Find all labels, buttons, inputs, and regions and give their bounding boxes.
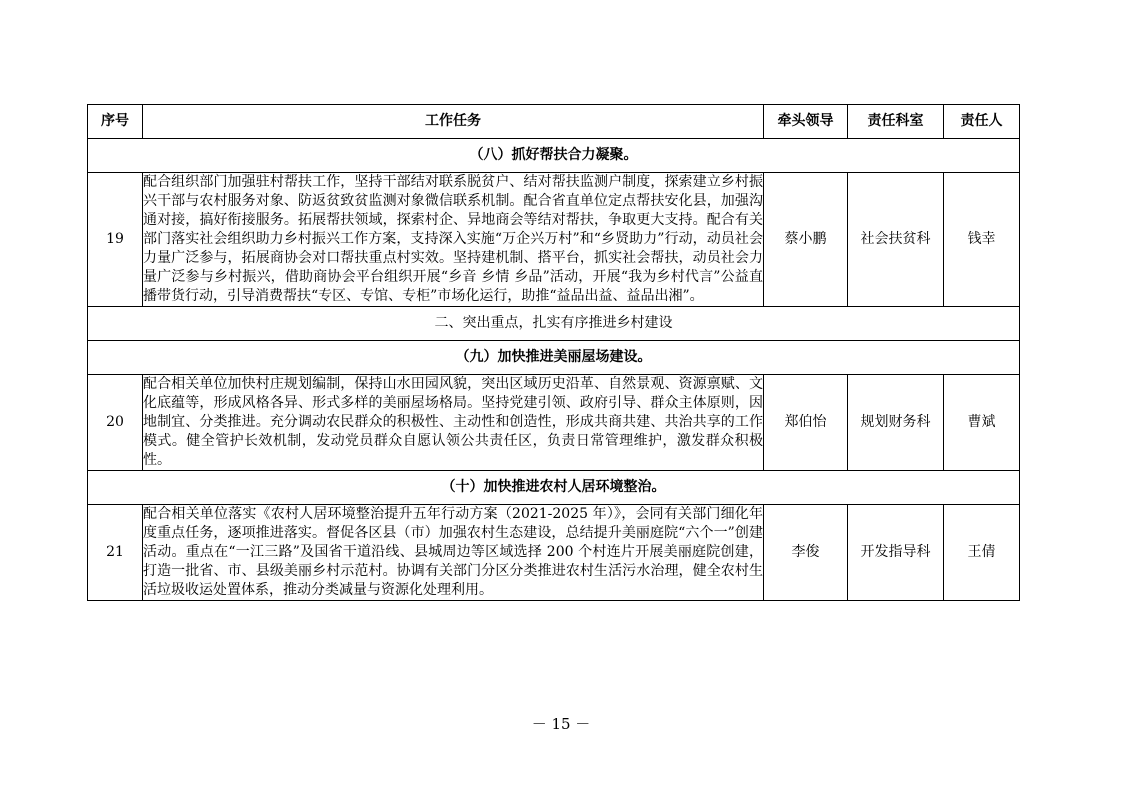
section-heading-8: （八）抓好帮扶合力凝聚。 xyxy=(88,139,1020,173)
row-leader: 李俊 xyxy=(764,505,848,601)
table-row xyxy=(88,505,1020,601)
row-leader: 蔡小鹏 xyxy=(764,173,848,307)
row-dept: 社会扶贫科 xyxy=(848,173,944,307)
row-task: 配合相关单位落实《农村人居环境整治提升五年行动方案（2021-2025 年）》，会同有关部门细化年度重点任务，逐项推进落实。督促各区县（市）加强农村生态建设，总结提升美丽庭院“六个一”创建活动。重点在“一江三路”及国省干道沿线、县城周边等区域选择 200 个村连片开展美丽庭院创建，打造一批省、市、县级美丽乡村示范村。协调有关部门分区分类推进农村生活污水治理，健全农村生活垃圾收运处置体系，推动分类减量与资源化处理利用。 xyxy=(143,505,764,601)
part-heading-2: 二、突出重点，扎实有序推进乡村建设 xyxy=(88,307,1020,341)
section-heading-9: （九）加快推进美丽屋场建设。 xyxy=(88,341,1020,375)
row-dept: 规划财务科 xyxy=(848,375,944,471)
row-number: 19 xyxy=(88,173,143,307)
row-dept: 开发指导科 xyxy=(848,505,944,601)
table-row xyxy=(88,173,1020,307)
header-lead-leader: 牵头领导 xyxy=(764,105,848,139)
section-row xyxy=(88,341,1020,375)
section-heading-10: （十）加快推进农村人居环境整治。 xyxy=(88,471,1020,505)
section-row xyxy=(88,307,1020,341)
task-table xyxy=(87,104,1020,601)
row-leader: 郑伯怡 xyxy=(764,375,848,471)
table-row xyxy=(88,375,1020,471)
section-row xyxy=(88,471,1020,505)
row-person: 曹斌 xyxy=(944,375,1020,471)
row-number: 20 xyxy=(88,375,143,471)
row-person: 王倩 xyxy=(944,505,1020,601)
section-row xyxy=(88,139,1020,173)
row-task: 配合组织部门加强驻村帮扶工作，坚持干部结对联系脱贫户、结对帮扶监测户制度，探索建立乡村振兴干部与农村服务对象、防返贫致贫监测对象微信联系机制。配合省直单位定点帮扶安化县，加强沟通对接，搞好衔接服务。拓展帮扶领域，探索村企、异地商会等结对帮扶，争取更大支持。配合有关部门落实社会组织助力乡村振兴工作方案，支持深入实施“万企兴万村”和“乡贤助力”行动，动员社会力量广泛参与，拓展商协会对口帮扶重点村实效。坚持建机制、搭平台，抓实社会帮扶，动员社会力量广泛参与乡村振兴，借助商协会平台组织开展“乡音 乡情 乡品”活动，开展“我为乡村代言”公益直播带货行动，引导消费帮扶“专区、专馆、专柜”市场化运行，助推“益品出益、益品出湘”。 xyxy=(143,173,764,307)
page-number: － 15 － xyxy=(531,715,591,733)
header-responsible-dept: 责任科室 xyxy=(848,105,944,139)
header-number: 序号 xyxy=(88,105,143,139)
row-person: 钱幸 xyxy=(944,173,1020,307)
row-task: 配合相关单位加快村庄规划编制，保持山水田园风貌，突出区域历史沿革、自然景观、资源禀赋、文化底蕴等，形成风格各异、形式多样的美丽屋场格局。坚持党建引领、政府引导、群众主体原则，因地制宜、分类推进。充分调动农民群众的积极性、主动性和创造性，形成共商共建、共治共享的工作模式。健全管护长效机制，发动党员群众自愿认领公共责任区，负责日常管理维护，激发群众积极性。 xyxy=(143,375,764,471)
header-responsible-person: 责任人 xyxy=(944,105,1020,139)
table-header-row xyxy=(88,105,1020,139)
row-number: 21 xyxy=(88,505,143,601)
header-task: 工作任务 xyxy=(143,105,764,139)
